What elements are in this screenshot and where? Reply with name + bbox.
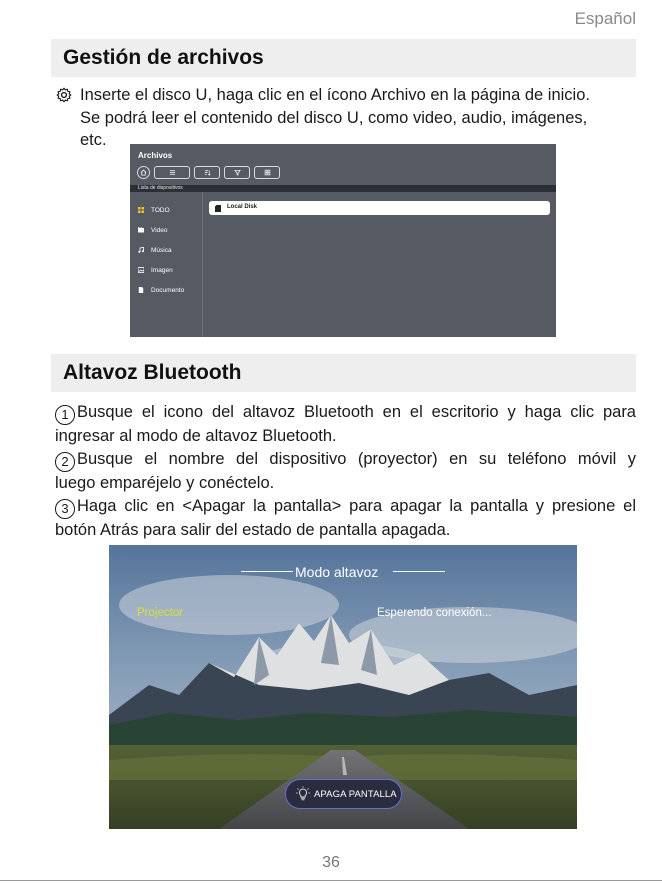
sidebar-item-musica[interactable] xyxy=(138,245,172,255)
sidebar-item-documento[interactable] xyxy=(138,285,184,295)
file-name: Local Disk xyxy=(227,204,258,210)
sidebar-item-label: TODO xyxy=(151,206,170,214)
screen-off-label: APAGA PANTALLA xyxy=(314,788,397,800)
bluetooth-steps xyxy=(55,401,636,541)
sidebar-item-imagen[interactable] xyxy=(138,265,173,275)
home-button[interactable] xyxy=(137,166,150,179)
file-management-paragraph xyxy=(56,84,636,152)
step-line xyxy=(55,401,636,425)
speaker-mode-title: Modo altavoz xyxy=(295,564,379,580)
sidebar-item-video[interactable] xyxy=(138,225,168,235)
section-title: Gestión de archivos xyxy=(63,46,264,69)
step-number: 3 xyxy=(55,499,75,519)
device-list-bar xyxy=(130,185,556,192)
section-header-file-management xyxy=(51,39,636,77)
connection-status: Esperendo conexión... xyxy=(377,607,492,619)
gear-icon xyxy=(56,87,72,103)
file-list-item[interactable] xyxy=(209,201,550,215)
paragraph-line: Inserte el disco U, haga clic en el ícono Archivo en la página de inicio. xyxy=(80,86,590,104)
list-view-icon xyxy=(169,169,176,176)
step-number: 2 xyxy=(55,452,75,472)
title-rule-left xyxy=(241,571,293,572)
home-icon xyxy=(140,169,147,176)
device-list-label: Lista de dispositivos xyxy=(138,185,183,191)
image-icon xyxy=(138,267,144,273)
file-manager-screenshot xyxy=(130,144,556,337)
file-manager-toolbar xyxy=(137,166,280,180)
step-line xyxy=(55,448,636,472)
speaker-mode-screenshot xyxy=(109,545,577,829)
music-icon xyxy=(138,247,144,253)
section-header-bluetooth-speaker xyxy=(51,354,636,392)
step-line xyxy=(55,495,636,519)
sort-icon xyxy=(204,169,211,176)
step-text: Busque el icono del altavoz Bluetooth en el escritorio y haga clic para xyxy=(77,403,636,421)
step-line: botón Atrás para salir del estado de pantalla apagada. xyxy=(55,520,451,539)
step-text: Haga clic en <Apagar la pantalla> para apagar la pantalla y presione el xyxy=(77,496,636,515)
file-manager-title: Archivos xyxy=(138,151,173,160)
sort-button[interactable] xyxy=(194,166,220,179)
page-number: 36 xyxy=(322,854,340,871)
sidebar-item-label: Documento xyxy=(151,286,185,294)
bottom-rule xyxy=(0,880,662,881)
document-icon xyxy=(138,287,144,293)
step-number: 1 xyxy=(55,405,75,425)
lightbulb-icon xyxy=(296,786,310,802)
grid-view-icon xyxy=(264,169,271,176)
step-line: ingresar al modo de altavoz Bluetooth. xyxy=(55,427,337,446)
title-rule-right xyxy=(393,571,445,572)
sidebar-item-todo[interactable] xyxy=(138,205,170,215)
paragraph-line: etc. xyxy=(80,131,107,149)
video-icon xyxy=(138,227,144,233)
file-manager-sidebar xyxy=(130,192,203,337)
list-view-button[interactable] xyxy=(154,166,190,179)
step-line: luego emparéjelo y conéctelo. xyxy=(55,474,275,492)
sidebar-item-label: Imagen xyxy=(151,266,173,274)
sd-card-icon xyxy=(215,205,221,212)
sidebar-item-label: Música xyxy=(151,246,172,254)
section-title: Altavoz Bluetooth xyxy=(63,361,242,384)
language-label: Español xyxy=(574,9,636,28)
grid-icon xyxy=(138,207,144,213)
grid-view-button[interactable] xyxy=(254,166,280,179)
device-name: Projector xyxy=(137,607,184,619)
paragraph-line: Se podrá leer el contenido del disco U, como video, audio, imágenes, xyxy=(80,108,588,127)
step-text: Busque el nombre del dispositivo (proyector) en su teléfono móvil y xyxy=(77,449,636,468)
screen-off-button[interactable] xyxy=(285,779,402,809)
sidebar-item-label: Video xyxy=(151,226,168,234)
filter-icon xyxy=(234,169,241,176)
filter-button[interactable] xyxy=(224,166,250,179)
